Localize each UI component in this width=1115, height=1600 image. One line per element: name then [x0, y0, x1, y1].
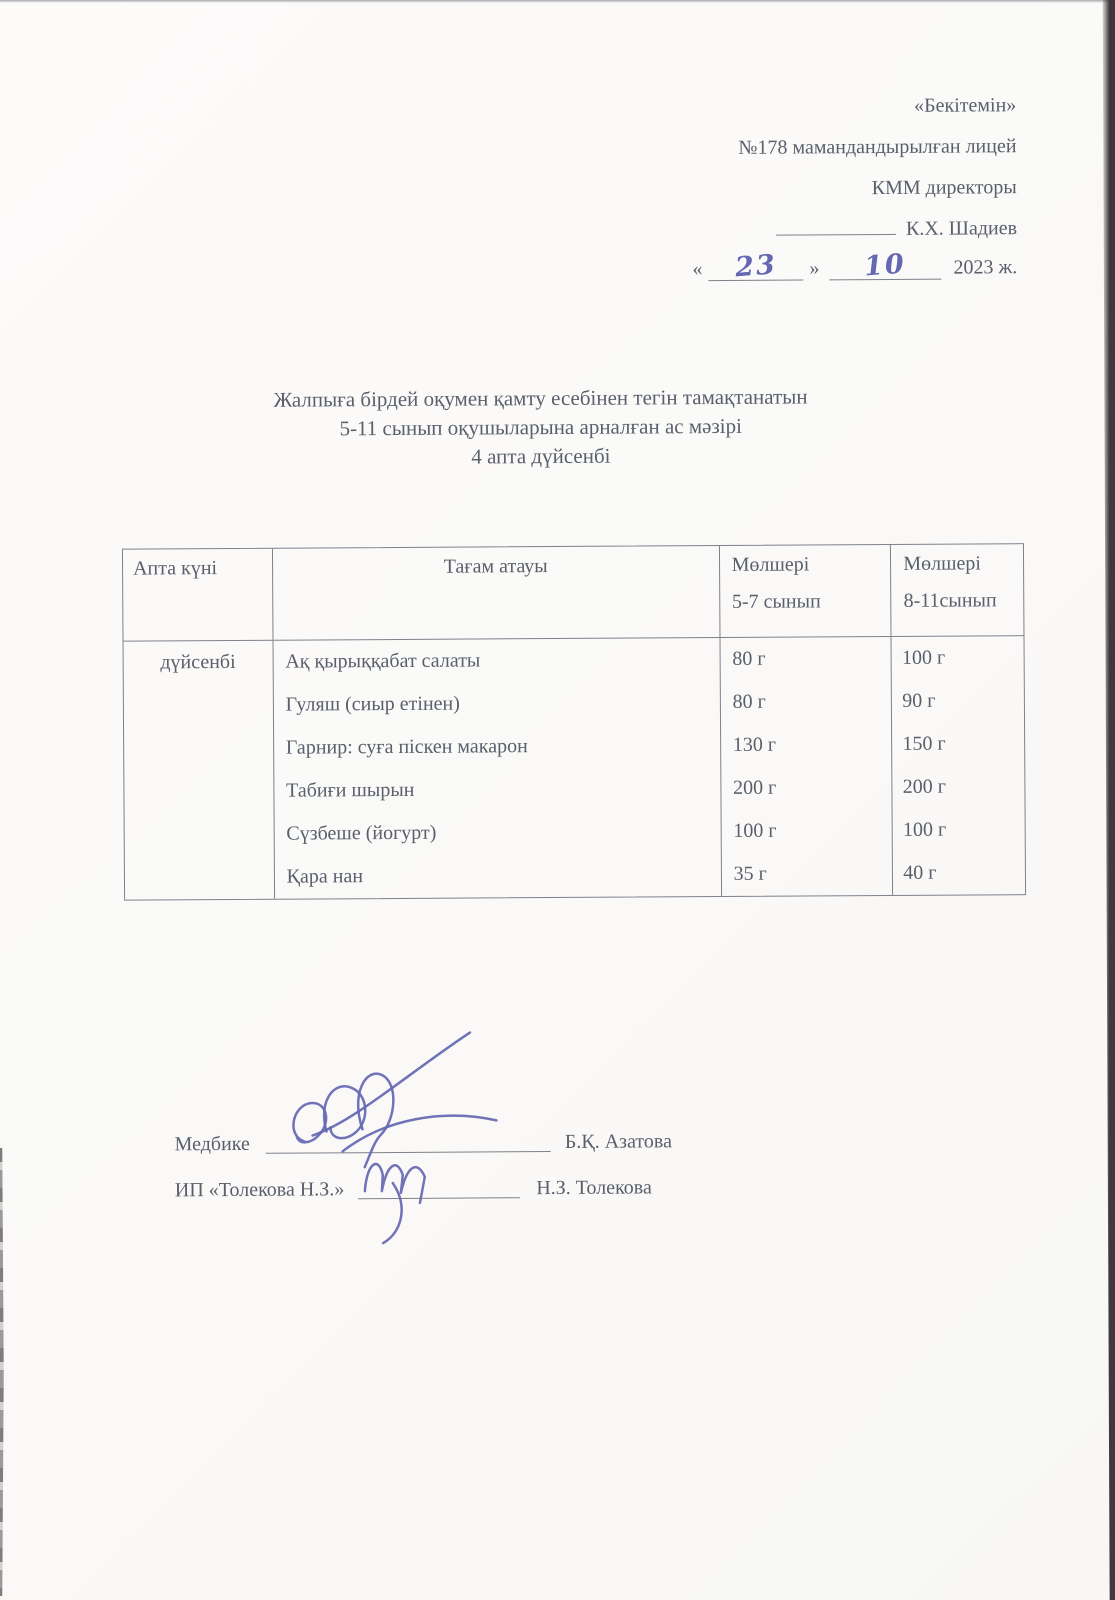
portion-5-7-value: 80 г [732, 647, 766, 670]
header-portion-5-7-sub: 5-7 сынып [731, 590, 821, 613]
portion-8-11-value: 200 г [902, 775, 946, 798]
portion-5-7-value: 100 г [733, 819, 777, 842]
ip-label: ИП «Толекова Н.З.» [174, 1178, 345, 1202]
header-dish: Тағам атауы [273, 546, 721, 640]
dish-name: Гуляш (сиыр етінен) [285, 692, 460, 716]
portion-5-7-column [720, 637, 893, 896]
date-close-quote: » [809, 257, 820, 280]
dish-name: Қара нан [286, 865, 364, 888]
director-signature-line [587, 208, 1017, 252]
portion-8-11-value: 100 г [901, 646, 946, 669]
header-portion-5-7 [720, 545, 892, 637]
portion-5-7-value: 35 г [733, 862, 767, 885]
header-portion-5-7-title: Мөлшері [731, 553, 810, 576]
director-title: КММ директоры [871, 176, 1017, 200]
day-column [124, 641, 275, 900]
table-header-row [123, 544, 1024, 641]
director-name: К.Х. Шадиев [905, 217, 1018, 240]
nurse-label: Медбике [174, 1132, 250, 1156]
portion-8-11-value: 40 г [903, 861, 937, 884]
title-line-2: 5-11 сынып оқушыларына арналған ас мәзірі [339, 413, 742, 441]
handwritten-month: 10 [863, 248, 908, 283]
title-line-1: Жалпыға бірдей оқумен қамту есебінен тегін тамақтанатын [273, 384, 808, 412]
header-portion-8-11-title: Мөлшері [903, 552, 982, 575]
date-day-underline [708, 249, 803, 284]
table-body [124, 636, 1026, 899]
date-open-quote: « [692, 258, 703, 281]
date-year: 2023 ж. [953, 256, 1018, 279]
dish-name: Гарнир: суға піскен макарон [285, 735, 528, 759]
day-value: дүйсенбі [160, 650, 236, 674]
scan-top-edge [0, 0, 1115, 3]
portion-8-11-value: 90 г [902, 689, 936, 712]
portion-8-11-value: 150 г [902, 732, 946, 755]
ip-name: Н.З. Толекова [536, 1176, 652, 1200]
dish-column [273, 638, 722, 899]
header-portion-8-11-sub: 8-11сынып [903, 589, 997, 612]
handwritten-day: 23 [733, 249, 778, 284]
title-line-3: 4 апта дүйсенбі [471, 443, 611, 469]
portion-5-7-value: 130 г [732, 733, 777, 756]
ip-handwritten-signature [334, 1098, 525, 1247]
director-signature-underline [776, 215, 896, 236]
header-portion-8-11 [891, 544, 1023, 636]
dish-name: Сүзбеше (йогурт) [286, 821, 437, 845]
school-name: №178 мамандандырылған лицей [738, 135, 1017, 159]
portion-8-11-column [892, 636, 1025, 895]
approval-stamp: «Бекітемін» [914, 94, 1017, 117]
approval-date-line [587, 249, 1017, 293]
portion-5-7-value: 80 г [732, 690, 766, 713]
portion-5-7-value: 200 г [733, 776, 777, 799]
dish-name: Ақ қырыққабат салаты [285, 649, 481, 673]
document-title [0, 381, 1083, 475]
nurse-name: Б.Қ. Азатова [564, 1130, 673, 1153]
approval-block [586, 85, 1017, 293]
dish-name: Табиғи шырын [286, 778, 415, 802]
date-month-underline [829, 250, 941, 281]
menu-table [122, 543, 1026, 901]
header-day: Апта күні [123, 549, 273, 641]
portion-8-11-value: 100 г [902, 818, 947, 841]
